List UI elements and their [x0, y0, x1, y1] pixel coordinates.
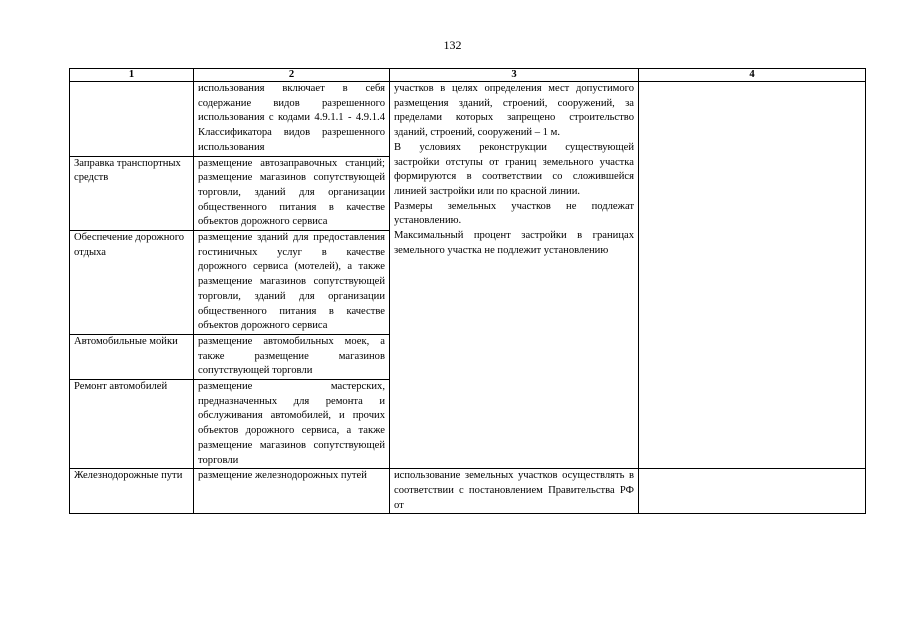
row2-col2: размещение зданий для предоставления гостиничных услуг в качестве дорожного сервиса (мотелей), а также размещение магазинов сопутствующей торговли, зданий для организации общественного питания в качестве объектов дорожного сервиса [194, 231, 390, 335]
row0-col4 [639, 82, 866, 469]
row2-col1: Обеспечение дорожного отдыха [70, 231, 194, 335]
param-paragraph-2: В условиях реконструкции существующей застройки отступы от границ земельного участка формируются в соответствии со сложившейся линией застройки или по красной линии. [394, 141, 634, 197]
header-col-2: 2 [194, 69, 390, 82]
header-col-1: 1 [70, 69, 194, 82]
merged-parameters-cell [390, 82, 639, 469]
row4-col2: размещение мастерских, предназначенных для ремонта и обслуживания автомобилей, и прочих объектов дорожного сервиса, а также размещение магазинов сопутствующей торговли [194, 380, 390, 469]
row5-col4 [639, 469, 866, 514]
row1-col2: размещение автозаправочных станций; размещение магазинов сопутствующей торговли, зданий для организации общественного питания в качестве объектов дорожного сервиса [194, 156, 390, 231]
row0-col2: использования включает в себя содержание видов разрешенного использования с кодами 4.9.1.1 - 4.9.1.4 Классификатора видов разрешенного использования [194, 82, 390, 157]
header-col-4: 4 [639, 69, 866, 82]
param-paragraph-1: участков в целях определения мест допустимого размещения зданий, строений, сооружений, за пределами которых запрещено строительство зданий, строений, сооружений – 1 м. [394, 83, 634, 139]
row3-col2: размещение автомобильных моек, а также размещение магазинов сопутствующей торговли [194, 334, 390, 379]
row5-col3: использование земельных участков осуществлять в соответствии с постановлением Правительства РФ от [390, 469, 639, 514]
param-paragraph-4: Максимальный процент застройки в границах земельного участка не подлежит установлению [394, 230, 634, 256]
row1-col1: Заправка транспортных средств [70, 156, 194, 231]
table-row [70, 469, 866, 514]
page-number: 132 [443, 38, 462, 52]
row5-col1: Железнодорожные пути [70, 469, 194, 514]
header-row [70, 69, 866, 82]
header-col-3: 3 [390, 69, 639, 82]
param-paragraph-3: Размеры земельных участков не подлежат установлению. [394, 200, 634, 227]
row4-col1: Ремонт автомобилей [70, 380, 194, 469]
row0-col1 [70, 82, 194, 157]
row3-col1: Автомобильные мойки [70, 334, 194, 379]
table-row [70, 82, 866, 157]
zoning-table [69, 68, 866, 514]
row5-col2: размещение железнодорожных путей [194, 469, 390, 514]
